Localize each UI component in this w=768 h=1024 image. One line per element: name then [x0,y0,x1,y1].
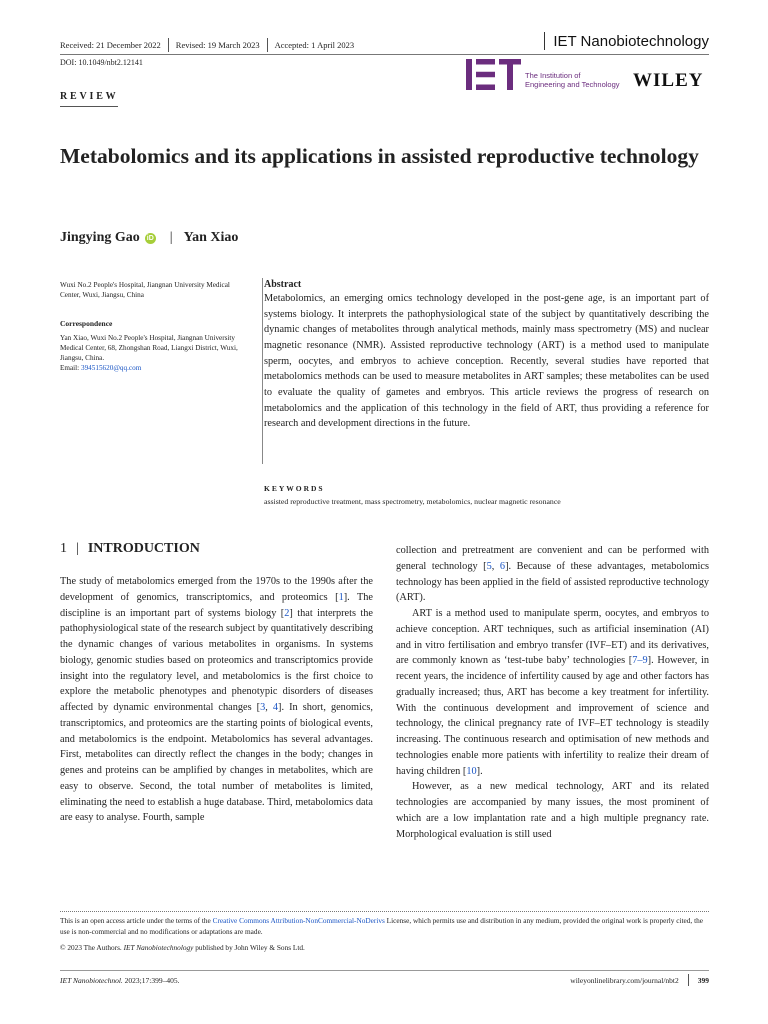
keywords-heading: KEYWORDS [264,484,325,493]
doi: DOI: 10.1049/nbt2.12141 [60,58,143,67]
citation-link[interactable]: 10 [466,765,477,777]
citation-link[interactable]: 3 [260,702,266,713]
abstract-heading: Abstract [264,279,302,290]
abstract-text: Metabolomics, an emerging omics technology developed in the post-gene age, is an important part of systems biology. It interprets the pathophysiological state of the subject by quantitatively describing the dynamic changes of metabolites through analytical methods, mainly mass spectrometry (MS) and nuclear magnetic resonance (NMR). Assisted reproductive technology (ART) is a method used to manipulate sperm, oocytes, and embryos to achieve conception. Recently, several studies have reported that metabolomics methods can be used to measure metabolites in ART samples; these metabolites can be used to evaluate the quality of gametes and embryos. This article reviews the progress of research on metabolomics and the application of this technology in the field of ART, thus providing a reference for research and development directions in the future. [264,293,709,430]
iet-name-line: The Institution of [525,71,581,80]
text-run: ]. The discipline is an important part of systems biology [ [60,591,373,619]
keywords: assisted reproductive treatment, mass spectrometry, metabolomics, nuclear magnetic resonance [264,497,561,506]
text-run: The study of metabolomics emerged from the 1970s to the 1990s after the development of genomics, transcriptomics, and proteomics [ [60,576,373,603]
iet-name [525,71,620,89]
paragraph [396,606,709,779]
citation-link[interactable]: 1 [338,591,344,603]
journal-url[interactable]: wileyonlinelibrary.com/journal/nbt2 [570,975,679,985]
text-run: ]. [476,765,483,777]
section-separator: | [76,541,79,556]
affiliation: Wuxi No.2 People's Hospital, Jiangnan University Medical Center, Wuxi, Jiangsu, China [60,281,230,299]
body-column-right [396,543,709,842]
citation-link[interactable]: 2 [284,607,290,619]
footer-right [570,974,709,986]
text-run: collection and pretreatment are convenient and can be performed with general technology [ [396,545,709,572]
iet-logo [466,59,522,91]
text-run: ]. Because of these advantages, metabolomics technology has been applied in the field of assisted reproductive technology (ART). [396,560,709,604]
section-number: 1 [60,541,67,556]
email-link[interactable]: 394515620@qq.com [80,364,142,372]
divider [267,38,268,52]
citation-link[interactable]: 6 [499,560,506,572]
section-title: INTRODUCTION [87,541,200,556]
text-run: ]. However, in recent years, the incidence of infertility caused by age and other factors has gradually increased; thus, ART has become a key treatment for infertility. With the continuous development and improvement of science and technology, the clinical pregnancy rate of IVF–ET technology is steadily increasing. The continuous research and optimisation of new methods and technologies enable more patients with infertility to realize their dream of having children [ [396,655,710,777]
divider [168,38,169,52]
received-date: Received: 21 December 2022 [60,40,161,50]
footer-rule [60,970,709,971]
page-number: 399 [697,975,709,985]
citation-link[interactable]: 7–9 [632,655,648,667]
author-separator: | [169,230,173,245]
journal-name: IET Nanobiotechnology [123,943,194,952]
divider [544,32,546,50]
license-link[interactable]: Creative Commons Attribution-NonCommercial-NoDerivs [212,916,385,925]
revised-date: Revised: 19 March 2023 [175,40,260,50]
wiley-logo: WILEY [633,70,704,91]
accepted-date: Accepted: 1 April 2023 [274,40,355,50]
author-name[interactable]: Jingying Gao [60,230,140,245]
orcid-icon[interactable]: iD [146,234,154,242]
text-run: ]. In short, genomics, transcriptomics, and proteomics are the starting points of biological events, and metabolomics is the endpoint. Metabolomics has several advantages. First, metabolites can directly reflect the changes in the body; changes in genes and proteins can be amplified by changes in metabolites, which are easy to observe. Second, the total number of metabolites is limited, eliminating the need to establish a huge database. Third, metabolomics data are easy to analyse. Fourth, sample [60,702,373,824]
article-type: REVIEW [60,91,119,102]
citation-link[interactable]: 4 [272,702,279,713]
journal-abbrev: IET Nanobiotechnol. [60,976,123,985]
article-type-rule [60,106,118,107]
paragraph [60,574,373,826]
iet-name-line: Engineering and Technology [525,80,620,89]
footnote-rule [60,911,709,912]
text-run: ] that interprets the pathophysiological state of the research subject by quantitatively describing the dynamic changes of various metabolites in organisms. In systems biology, genomic studies based on proteomics and transcriptomics provide insight into the regulatory level, and metabolomics is the first choice to explore the metabolic phenotypes and phenotypic disorders of diseases affected by dynamic environmental changes [ [60,607,374,713]
divider [688,974,689,986]
journal-name-header [544,32,709,50]
section-heading [60,541,200,557]
citation-link[interactable]: 5 [486,560,492,572]
author-name[interactable]: Yan Xiao [183,230,239,245]
text-run: , [265,702,273,713]
journal-name: IET Nanobiotechnology [553,32,709,50]
text-run: License, which permits use and distribution in any medium, provided the original work is properly cited, the use is non-commercial and no modifications or adaptations are made. [60,916,703,936]
article-title: Metabolomics and its applications in assisted reproductive technology [60,144,699,168]
text-run: This is an open access article under the terms of the [60,916,213,925]
paragraph: However, as a new medical technology, ART and its related technologies are accompanied by many issues, the most prominent of which are a low implantation rate and a high multiple pregnancy rate. Morphological evaluation is still used [396,781,709,840]
header-rule [60,54,709,55]
abstract-rule [262,278,263,464]
author-list [60,230,238,246]
article-dates [60,38,354,52]
correspondence-address: Yan Xiao, Wuxi No.2 People's Hospital, Jiangnan University Medical Center, 68, Zhongshan Road, Liangxi District, Wuxi, Jiangsu, China. [60,334,238,362]
text-run: © 2023 The Authors. [60,943,124,952]
correspondence-heading: Correspondence [60,319,113,328]
text-run: ART is a method used to manipulate sperm, oocytes, and embryos to achieve conception. ART techniques, such as artificial insemination (AI) and in vitro fertilisation and embryo transfer (IVF–ET) and its derivatives, are commonly known as ‘test-tube baby’ technologies [ [396,608,709,667]
citation-line [60,976,179,985]
text-run: published by John Wiley & Sons Ltd. [193,943,305,952]
copyright-note [60,943,305,952]
volume-pages: 2023;17:399–405. [122,976,180,985]
text-run: , [491,560,500,572]
license-note [60,916,710,937]
body-column-left [60,574,373,826]
paragraph [396,543,709,606]
correspondence [60,333,250,373]
email-label: Email: [60,364,80,372]
